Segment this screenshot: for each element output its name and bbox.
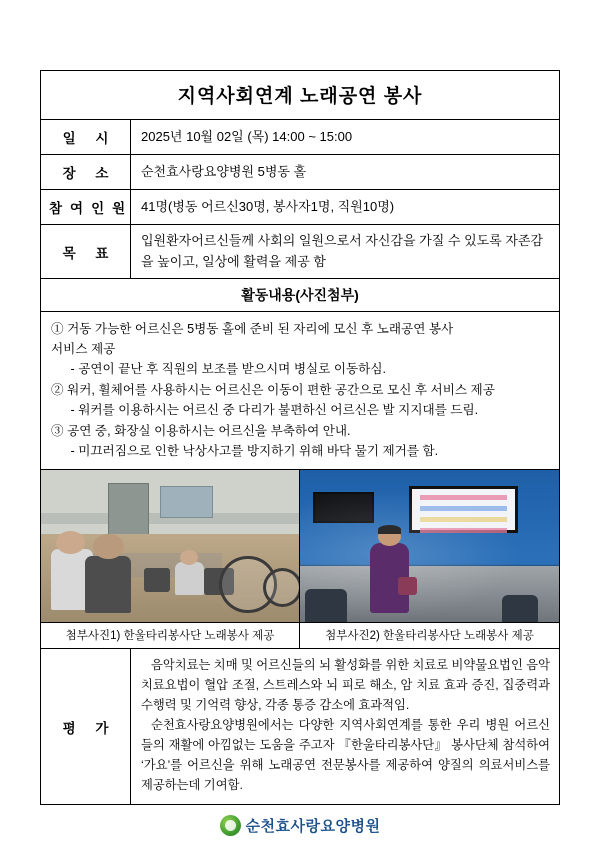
photos-row	[41, 470, 560, 649]
field-row-goal	[41, 225, 560, 278]
field-value-participants: 41명(병동 어르신30명, 봉사자1명, 직원10명)	[131, 190, 560, 225]
field-label-participants: 참여인원	[41, 190, 131, 225]
footer-organization-name: 순천효사랑요양병원	[245, 817, 381, 835]
field-label-datetime: 일 시	[41, 120, 131, 155]
activity-line-1: ① 거동 가능한 어르신은 5병동 홀에 준비 된 자리에 모신 후 노래공연 봉사	[51, 321, 454, 336]
evaluation-paragraph-2: 순천효사랑요양병원에서는 다양한 지역사회연계를 통한 우리 병원 어르신들의 재활에 아낌없는 도움을 주고자 『한울타리봉사단』 봉사단체 참석하여 ‘가요’를 어르신을 위해 노래공연 전문봉사를 제공하여 양질의 의료서비스를 제공하는데 기여함.	[141, 718, 550, 792]
title-row	[41, 71, 560, 120]
field-value-datetime: 2025년 10월 02일 (목) 14:00 ~ 15:00	[131, 120, 560, 155]
footer	[40, 815, 560, 836]
field-value-goal: 입원환자어르신들께 사회의 일원으로서 자신감을 가질 수 있도록 자존감을 높이고, 일상에 활력을 제공 함	[131, 225, 560, 278]
activity-section-title: 활동내용(사진첨부)	[41, 278, 560, 311]
activity-line-5: - 워커를 이용하시는 어르신 중 다리가 불편하신 어르신은 발 지지대를 드림.	[67, 403, 479, 418]
field-value-place: 순천효사랑요양병원 5병동 홀	[131, 155, 560, 190]
field-row-place	[41, 155, 560, 190]
field-row-participants	[41, 190, 560, 225]
activity-content-row	[41, 311, 560, 470]
evaluation-paragraph-1: 음악치료는 치매 및 어르신들의 뇌 활성화를 위한 치료로 비약물요법인 음악치료요법이 혈압 조절, 스트레스와 뇌 피로 해소, 암 치료 효과 증진, 집중력과 수행력 및 기억력 향상, 각종 통증 감소에 효과적임.	[141, 658, 550, 713]
activity-line-4: ② 워커, 휠체어를 사용하시는 어르신은 이동이 편한 공간으로 모신 후 서비스 제공	[51, 382, 495, 397]
evaluation-label: 평 가	[41, 649, 131, 804]
field-row-datetime	[41, 120, 560, 155]
activity-line-6: ③ 공연 중, 화장실 이용하시는 어르신을 부축하여 안내.	[51, 423, 351, 438]
field-label-place: 장 소	[41, 155, 131, 190]
field-label-goal: 목 표	[41, 225, 131, 278]
activity-line-7: - 미끄러짐으로 인한 낙상사고를 방지하기 위해 바닥 물기 제거를 함.	[67, 444, 439, 459]
evaluation-text	[131, 649, 560, 804]
photo-block-2	[300, 470, 559, 648]
photo-caption-2: 첨부사진2) 한울타리봉사단 노래봉사 제공	[300, 622, 559, 648]
report-table	[40, 70, 560, 805]
document-page	[40, 70, 560, 836]
hospital-leaf-logo-icon	[220, 815, 241, 836]
activity-line-3: - 공연이 끝난 후 직원의 보조를 받으시며 병실로 이동하심.	[67, 362, 386, 377]
activity-line-2: 서비스 제공	[51, 342, 116, 357]
activity-header-row	[41, 278, 560, 311]
photos-container	[41, 470, 560, 649]
photo-caption-1: 첨부사진1) 한울타리봉사단 노래봉사 제공	[41, 622, 299, 648]
photo-image-2	[300, 470, 559, 622]
photo-image-1	[41, 470, 299, 622]
activity-content	[41, 311, 560, 470]
evaluation-row	[41, 649, 560, 804]
page-title: 지역사회연계 노래공연 봉사	[41, 71, 560, 120]
photo-block-1	[41, 470, 300, 648]
